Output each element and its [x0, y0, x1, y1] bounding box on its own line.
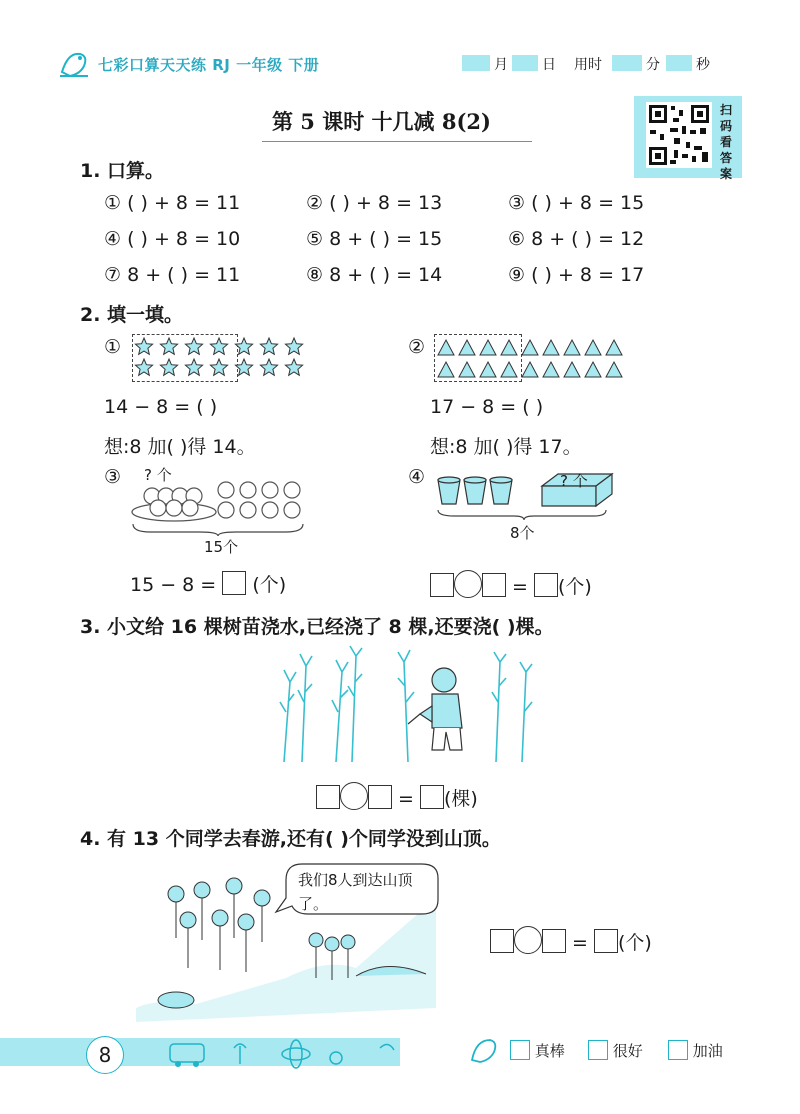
q2-part3-num: ③: [104, 466, 122, 488]
rating-keep-going[interactable]: [668, 1040, 723, 1061]
title-underline: [262, 141, 532, 142]
answer-box[interactable]: [594, 929, 618, 953]
star-shape: [185, 338, 202, 354]
q1-item: ⑨ ( ) + 8 = 17: [508, 264, 645, 286]
triangle-shape: [480, 340, 496, 355]
q1-item: ⑥ 8 + ( ) = 12: [508, 228, 645, 250]
q2-part4-num: ④: [408, 466, 426, 488]
answer-box[interactable]: [222, 571, 246, 595]
qr-code[interactable]: [646, 102, 712, 168]
q4-unit: (个): [618, 932, 652, 954]
equals-sign: =: [512, 576, 528, 598]
day-box[interactable]: [512, 55, 538, 71]
triangle-shape: [438, 362, 454, 377]
operator-circle[interactable]: [514, 926, 542, 954]
q2-title: 2. 填一填。: [80, 304, 184, 326]
part3-eq-left: 15 − 8 =: [130, 574, 217, 596]
answer-box[interactable]: [420, 785, 444, 809]
minutes-box[interactable]: [612, 55, 642, 71]
q3-unit: (棵): [444, 788, 478, 810]
month-box[interactable]: [462, 55, 490, 71]
star-shape: [160, 338, 177, 354]
triangle-shape: [459, 362, 475, 377]
star-shape: [210, 338, 227, 354]
triangle-shape: [522, 362, 538, 377]
operator-circle[interactable]: [454, 570, 482, 598]
star-shape: [260, 359, 277, 375]
answer-box[interactable]: [482, 573, 506, 597]
answer-box[interactable]: [534, 573, 558, 597]
time-used-label: 用时: [574, 57, 602, 73]
star-shape: [285, 338, 302, 354]
lesson-title: 第 5 课时 十几减 8(2): [272, 109, 491, 134]
answer-box[interactable]: [490, 929, 514, 953]
minutes-label: 分: [646, 57, 660, 73]
triangle-shape: [522, 340, 538, 355]
speech-text: 我们8人到达山顶了。: [298, 871, 413, 913]
q1-item: ② ( ) + 8 = 13: [306, 192, 443, 214]
cups-total-label: 8个: [510, 524, 535, 542]
q2-part1-num: ①: [104, 336, 122, 358]
rating-great-label: 真棒: [534, 1042, 565, 1060]
day-label: 日: [542, 57, 556, 73]
mascot-footer-icon: [466, 1030, 502, 1066]
q1-item: ① ( ) + 8 = 11: [104, 192, 241, 214]
triangle-shape: [438, 340, 454, 355]
checkbox[interactable]: [510, 1040, 530, 1060]
checkbox[interactable]: [588, 1040, 608, 1060]
mascot-logo: [54, 42, 94, 82]
apple-total-label: 15个: [204, 538, 239, 556]
answer-box[interactable]: [430, 573, 454, 597]
q1-item: ⑧ 8 + ( ) = 14: [306, 264, 443, 286]
stars-figure: [134, 336, 314, 380]
checkbox[interactable]: [668, 1040, 688, 1060]
answer-box[interactable]: [316, 785, 340, 809]
star-shape: [285, 359, 302, 375]
seconds-label: 秒: [696, 57, 710, 73]
q1-item: ④ ( ) + 8 = 10: [104, 228, 241, 250]
equals-sign: =: [398, 788, 414, 810]
answer-box[interactable]: [542, 929, 566, 953]
triangle-shape: [543, 340, 559, 355]
star-shape: [135, 359, 152, 375]
apple-question-label: ? 个: [144, 466, 172, 484]
triangle-shape: [606, 340, 622, 355]
triangle-shape: [480, 362, 496, 377]
q4-title: 4. 有 13 个同学去春游,还有( )个同学没到山顶。: [80, 828, 501, 850]
star-shape: [185, 359, 202, 375]
star-shape: [160, 359, 177, 375]
q2-part1-think: 想:8 加( )得 14。: [104, 436, 256, 458]
triangle-shape: [501, 362, 517, 377]
q2-part2-num: ②: [408, 336, 426, 358]
triangle-shape: [501, 340, 517, 355]
q1-item: ⑦ 8 + ( ) = 11: [104, 264, 241, 286]
q2-part1-equation: 14 − 8 = ( ): [104, 396, 218, 418]
operator-circle[interactable]: [340, 782, 368, 810]
triangle-shape: [543, 362, 559, 377]
rating-great[interactable]: [510, 1040, 565, 1061]
seconds-box[interactable]: [666, 55, 692, 71]
star-shape: [235, 359, 252, 375]
answer-box[interactable]: [368, 785, 392, 809]
q1-title: 1. 口算。: [80, 160, 165, 182]
equals-sign: =: [572, 932, 588, 954]
book-title: 七彩口算天天练 RJ 一年级 下册: [98, 56, 320, 74]
q1-item: ③ ( ) + 8 = 15: [508, 192, 645, 214]
month-label: 月: [494, 57, 508, 73]
star-shape: [210, 359, 227, 375]
star-shape: [235, 338, 252, 354]
triangles-figure: [436, 338, 636, 380]
rating-keep-going-label: 加油: [692, 1042, 723, 1060]
q3-equation: [316, 782, 478, 811]
triangle-shape: [585, 362, 601, 377]
box-question-label: ? 个: [560, 472, 588, 490]
q2-part4-equation: [430, 570, 592, 599]
q2-part3-equation: [130, 570, 286, 597]
trees-watering-illustration: [272, 642, 544, 766]
q1-item: ⑤ 8 + ( ) = 15: [306, 228, 443, 250]
q3-title: 3. 小文给 16 棵树苗浇水,已经浇了 8 棵,还要浇( )棵。: [80, 616, 554, 638]
qr-caption: 扫码看答案: [720, 103, 733, 181]
page-number: 8: [86, 1036, 124, 1074]
footer-decor-icons: [160, 1036, 400, 1070]
rating-good-label: 很好: [612, 1042, 643, 1060]
q2-part2-equation: 17 − 8 = ( ): [430, 396, 544, 418]
part4-unit: (个): [558, 576, 592, 598]
star-shape: [260, 338, 277, 354]
triangle-shape: [606, 362, 622, 377]
triangle-shape: [585, 340, 601, 355]
star-shape: [135, 338, 152, 354]
rating-good[interactable]: [588, 1040, 643, 1061]
triangle-shape: [564, 362, 580, 377]
triangle-shape: [564, 340, 580, 355]
q4-equation: [490, 926, 652, 955]
triangle-shape: [459, 340, 475, 355]
q2-part2-think: 想:8 加( )得 17。: [430, 436, 582, 458]
part3-unit: (个): [252, 574, 287, 596]
